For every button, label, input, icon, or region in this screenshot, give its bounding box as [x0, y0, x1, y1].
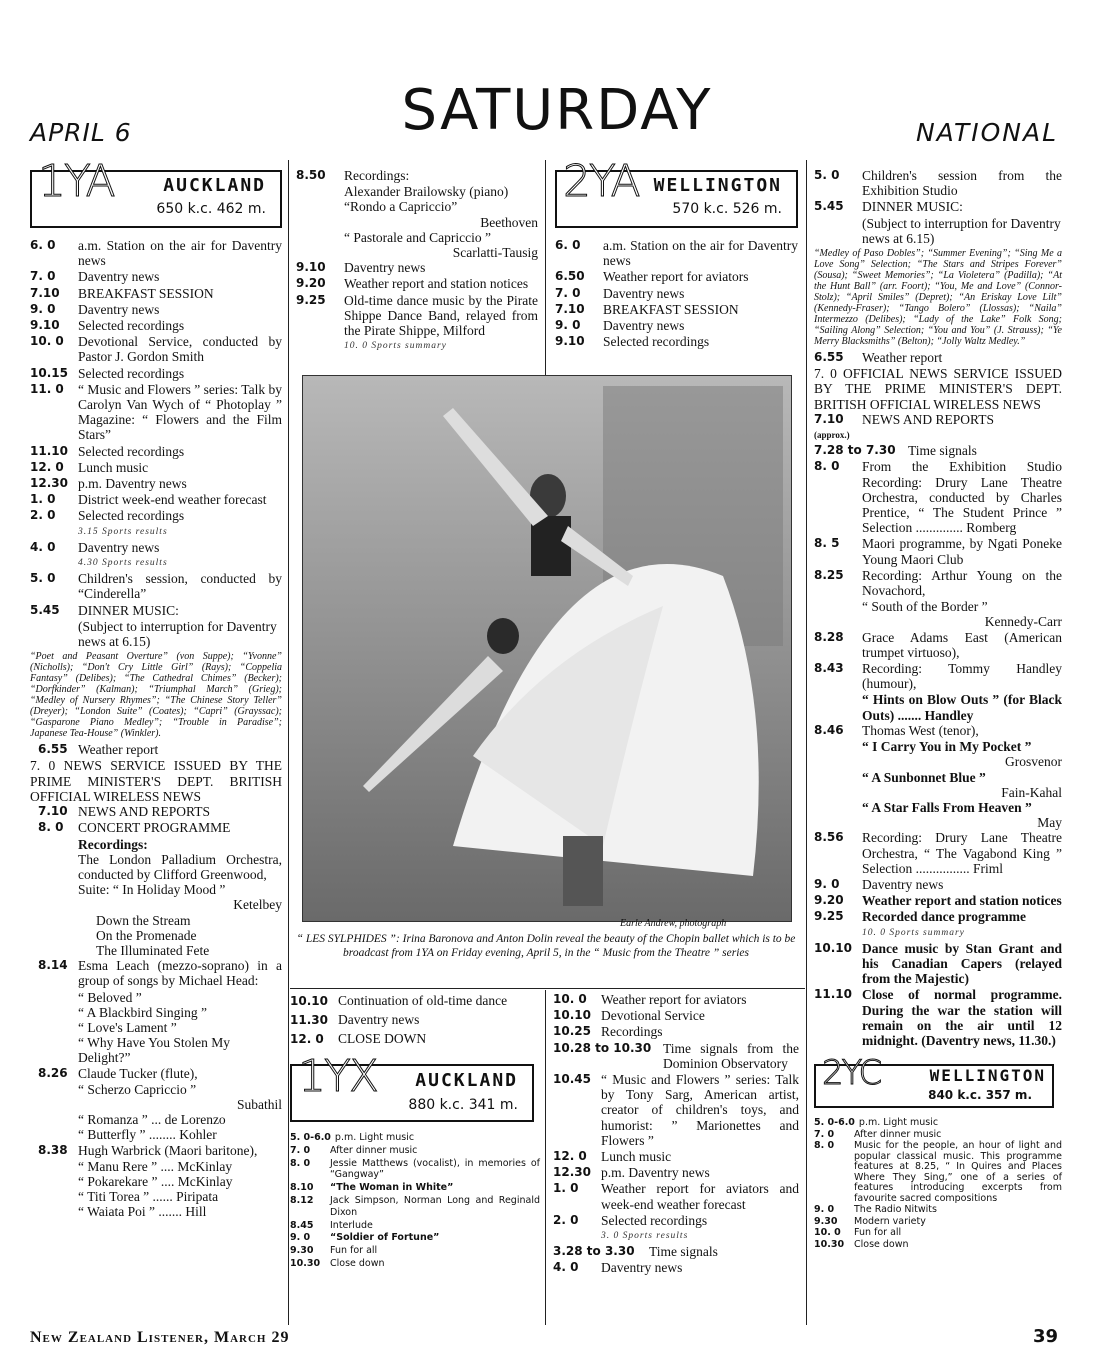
list-item: 8. 0 CONCERT PROGRAMME [38, 820, 231, 836]
song-line: “ Scherzo Capriccio ” [78, 1081, 197, 1097]
list-item: 12.30 p.m. Daventry news [30, 476, 187, 492]
photo-caption: “ LES SYLPHIDES ”: Irina Baronova and Anton Dolin reveal the beauty of the Chopin ballet which is to be broadcast from 1YA on Friday evening, April 5, in the “ Music from the Theatre ” series [296, 933, 796, 959]
list-item: 9.30 Modern variety [814, 1215, 926, 1227]
station-city: WELLINGTON [929, 1066, 1046, 1086]
song-line: May [1037, 815, 1062, 831]
news-service: 7. 0 OFFICIAL NEWS SERVICE ISSUED BY THE PRIME MINISTER'S DEPT. BRITISH OFFICIAL WIRELESS NEWS [814, 366, 1062, 412]
list-item: 8.12 Jack Simpson, Norman Long and Reginald Dixon [290, 1194, 540, 1218]
list-item: 10.28 to 10.30 Time signals from the Dominion Observatory [553, 1040, 799, 1071]
station-frequency: 570 k.c. 526 m. [672, 201, 782, 217]
dinner-music-list: “Poet and Peasant Overture” (von Suppe); “Yvonne” (Nicholls); “Don't Cry Little Girl” (Rays); “Coppelia Fantasy” (Delibes); “The Cathedral Chimes” (Becker); “Dorfkinder” (Kalman); “Triumphal March” (Grieg); “Medley of Nursery Rhymes”; “The Chinese Story Teller” (Dreyer); “London Suite” (Coates); “Capri” (Grayssac); “Gasparone Piano Medley”; “Trouble in Paradise”; Japanese Tea-House” (Winkler). [30, 651, 282, 740]
column-4 [814, 168, 1062, 1251]
recording-line: “ Pastorale and Capriccio ” [344, 229, 491, 245]
news-service: 7. 0 NEWS SERVICE ISSUED BY THE PRIME MINISTER'S DEPT. BRITISH OFFICIAL WIRELESS NEWS [30, 758, 282, 804]
list-item: 12. 0 Lunch music [553, 1149, 672, 1165]
list-item: 9.25 Recorded dance programme [814, 909, 1026, 925]
list-item: 8.56 Recording: Drury Lane Theatre Orchestra, “ The Vagabond King ” Selection ................ Friml [814, 830, 1062, 876]
song-line: “ Pokarekare ” .... McKinlay [78, 1173, 233, 1189]
list-item: 4. 0 Daventry news [553, 1260, 683, 1276]
recording-line: Alexander Brailowsky (piano) [344, 184, 509, 200]
song-line: “ Hints on Blow Outs ” (for Black Outs) ....... Handley [862, 692, 1062, 723]
recording-line: “Rondo a Capriccio” [344, 199, 458, 215]
concert-line: The Illuminated Fete [96, 942, 210, 958]
list-item: 10.25 Recordings [553, 1024, 663, 1040]
station-frequency: 840 k.c. 357 m. [928, 1088, 1032, 1103]
list-item: 5. 0 Children's session from the Exhibition Studio [814, 168, 1062, 199]
station-city: WELLINGTON [653, 175, 782, 196]
page-number: 39 [1032, 1326, 1058, 1347]
list-item: 1. 0 Weather report for aviators and week-end weather forecast [553, 1181, 799, 1212]
recording-line: Scarlatti-Tausig [452, 245, 538, 261]
column-2-bottom [290, 992, 540, 1271]
list-item: 11.30 Daventry news [290, 1012, 420, 1027]
date-heading: APRIL 6 [30, 118, 132, 147]
list-item: 10.30 Close down [814, 1238, 909, 1250]
list-item: 5. 0 Children's session, conducted by “Cinderella” [30, 571, 282, 602]
station-call-sign: 1YA [38, 156, 114, 207]
song-line: “ Love's Lament ” [78, 1019, 177, 1035]
dinner-note: (Subject to interruption for Daventry news at 6.15) [862, 215, 1061, 246]
list-item: 9.10 Selected recordings [555, 334, 710, 350]
list-item: 5. 0-6.0 p.m. Light music [290, 1132, 415, 1143]
station-box-1ya [30, 156, 282, 228]
list-item: 7.28 to 7.30 Time signals [814, 443, 977, 459]
list-item: 8. 0 Music for the people, an hour of light and popular classical music. This programme features at 8.25, “ In Quires and Places Where They Sing,” one of a series of features introducing excerpts from favourite sacred compositions [814, 1140, 1062, 1204]
list-item: 5.45 DINNER MUSIC: [30, 602, 179, 618]
list-item: 10.45 “ Music and Flowers ” series: Talk by Tony Sarg, American artist, creator of children's toys, and humorist: ” Marionettes and Flowers ” [553, 1072, 799, 1148]
list-item: 9.25 Old-time dance music by the Pirate Shippe Dance Band, relayed from the Pirate Shippe, Milford [296, 292, 538, 339]
list-item: 9. 0 Daventry news [814, 876, 944, 892]
song-line: Grosvenor [1005, 754, 1062, 770]
list-item: 6.55 Weather report [38, 742, 159, 758]
list-item: 10.30 Close down [290, 1257, 385, 1269]
list-item: 9. 0 The Radio Nitwits [814, 1204, 937, 1216]
column-rule [545, 160, 546, 378]
column-3-bottom [553, 992, 799, 1277]
list-item: 7. 0 Daventry news [555, 285, 685, 301]
list-item: 9. 0 Daventry news [555, 318, 685, 334]
list-item: 10.10 Dance music by Stan Grant and his Canadian Capers (relayed from the Majestic) [814, 940, 1062, 987]
station-frequency: 650 k.c. 462 m. [156, 201, 266, 217]
list-item: 2. 0 Selected recordings [30, 508, 185, 524]
ballet-photograph [302, 375, 792, 922]
list-item: 10.10 Continuation of old-time dance [290, 993, 508, 1008]
concert-line: Ketelbey [233, 897, 282, 913]
song-line: “ Beloved ” [78, 989, 142, 1005]
list-item: 8.46 Thomas West (tenor), [814, 722, 979, 738]
list-item: 6.50 Weather report for aviators [555, 269, 749, 285]
column-1yx-auckland [30, 156, 282, 1220]
concert-line: Down the Stream [96, 912, 191, 928]
station-box-2ya [555, 156, 798, 228]
station-city: AUCKLAND [415, 1070, 518, 1091]
list-item: 2. 0 Selected recordings [553, 1212, 708, 1228]
song-line: “ A Sunbonnet Blue ” [862, 769, 986, 785]
sports-note: 3.15 Sports results [78, 526, 168, 537]
list-item: 8. 5 Maori programme, by Ngati Poneke Young Maori Club [814, 536, 1062, 567]
sports-note: 10. 0 Sports summary [344, 341, 447, 352]
list-item: 9.10 Daventry news [296, 260, 426, 276]
2yc-program-list [814, 1118, 1062, 1250]
list-item: 8.45 Interlude [290, 1219, 373, 1231]
list-item: 6. 0 a.m. Station on the air for Daventry news [555, 238, 798, 269]
list-item: 9.10 Selected recordings [30, 318, 185, 334]
list-item: 8.38 Hugh Warbrick (Maori baritone), [38, 1142, 258, 1158]
concert-line: The London Palladium Orchestra, conducted by Clifford Greenwood, [78, 851, 282, 882]
day-heading: SATURDAY [401, 78, 713, 143]
sports-note: 4.30 Sports results [78, 558, 168, 569]
photo-credit: Earle Andrew, photograph [620, 918, 727, 929]
dinner-music-list: “Medley of Paso Dobles”; “Summer Evening”; “Sing Me a Love Song” Selection; “The Stars and Stripes Forever” (Sousa); “Sweet Memories”; “La Violetera” (Padilla); “At the Hunt Ball” (arr. Foort); “You, Me and Love” (Connor-Stolz); “April Smiles” (Depret); “An Eriskay Love Lilt” (Kennedy-Fraser); “Tango Bolero” (Llossas); “Naila” Intermezzo (Delibes); “Lady of the Lake” Folk Song; “Sailing Along” Selection; “You and You” (J. Strauss); “Ye Merry Blacksmiths” (Belton); “Jolly Waltz Medley.” [814, 248, 1062, 348]
list-item: 7.10 NEWS AND REPORTS [814, 411, 994, 427]
song-line: “ South of the Border ” [862, 599, 988, 615]
list-item: 7.10 BREAKFAST SESSION [30, 285, 214, 301]
list-item: 12. 0 CLOSE DOWN [290, 1031, 427, 1046]
column-rule [806, 160, 807, 1325]
column-2-top [296, 168, 538, 354]
recording-line: Beethoven [480, 214, 538, 230]
concert-line: Recordings: [78, 836, 148, 852]
list-item: 11.10 Selected recordings [30, 443, 185, 459]
list-item: 10. 0 Fun for all [814, 1227, 902, 1239]
list-item: 9.30 Fun for all [290, 1245, 378, 1257]
list-item: 10. 0 Weather report for aviators [553, 992, 747, 1007]
song-line: “ A Blackbird Singing ” [78, 1004, 207, 1020]
list-item: 9. 0 “Soldier of Fortune” [290, 1232, 440, 1244]
list-item: 8.10 “The Woman in White” [290, 1182, 454, 1194]
song-line: Fain-Kahal [1001, 784, 1062, 800]
list-item: 8.25 Recording: Arthur Young on the Novachord, [814, 567, 1062, 599]
list-item: 10. 0 Devotional Service, conducted by Pastor J. Gordon Smith [30, 334, 282, 365]
column-rule [545, 990, 546, 1325]
list-item: 6. 0 a.m. Station on the air for Daventry news [30, 238, 282, 269]
list-item: 6.55 Weather report [814, 350, 943, 366]
section-rule [290, 988, 805, 989]
column-rule [288, 160, 289, 1325]
footer-publication: New Zealand Listener, March 29 [30, 1329, 290, 1346]
list-item: 10.10 Devotional Service [553, 1008, 705, 1024]
list-item: 9.20 Weather report and station notices [814, 893, 1062, 909]
network-heading: NATIONAL [915, 118, 1058, 147]
song-line: “ Why Have You Stolen My Delight?” [78, 1035, 231, 1066]
list-item: 8. 0 From the Exhibition Studio Recording: Drury Lane Theatre Orchestra, conducted by Charles Prentice, “ The Student Prince ” Selection .............. Romberg [814, 459, 1062, 536]
approx-note: (approx.) [814, 430, 850, 441]
song-line: “ I Carry You in My Pocket ” [862, 739, 1032, 755]
dinner-note: (Subject to interruption for Daventry news at 6.15) [78, 618, 277, 650]
sports-note: 10. 0 Sports summary [862, 927, 965, 938]
list-item: 9. 0 Daventry news [30, 301, 160, 317]
song-line: “ Butterfly ” ........ Kohler [78, 1127, 217, 1143]
station-call-sign: 1YX [298, 1051, 378, 1102]
list-item: 10.15 Selected recordings [30, 365, 185, 381]
list-item: 8.50 Recordings: [296, 168, 410, 183]
station-city: AUCKLAND [163, 175, 266, 196]
station-frequency: 880 k.c. 341 m. [408, 1097, 518, 1113]
list-item: 7. 0 After dinner music [814, 1128, 942, 1140]
list-item: 7. 0 Daventry news [30, 269, 160, 285]
list-item: 3.28 to 3.30 Time signals [553, 1244, 718, 1260]
list-item: 9.20 Weather report and station notices [296, 276, 529, 292]
list-item: 8. 0 Jessie Matthews (vocalist), in memories of “Gangway” [290, 1157, 540, 1181]
list-item: 12.30 p.m. Daventry news [553, 1165, 710, 1181]
station-box-2yc [814, 1053, 1054, 1108]
1yx-program-list [290, 1132, 540, 1270]
song-line: “ A Star Falls From Heaven ” [862, 799, 1032, 815]
list-item: 7. 0 After dinner music [290, 1144, 418, 1156]
song-line: “ Romanza ” ... de Lorenzo [78, 1112, 226, 1128]
list-item: 4. 0 Daventry news [30, 539, 160, 555]
column-2ya-wellington [555, 156, 798, 350]
song-line: Kennedy-Carr [984, 614, 1062, 630]
list-item: 7.10 BREAKFAST SESSION [555, 301, 739, 317]
song-line: “ Waiata Poi ” ....... Hill [78, 1204, 207, 1220]
list-item: 12. 0 Lunch music [30, 459, 149, 475]
list-item: 11. 0 “ Music and Flowers ” series: Talk by Carolyn Van Wych of “ Photoplay ” Magazine: “ Flowers and the Film Stars” [30, 381, 282, 443]
list-item: 5. 0-6.0 p.m. Light music [814, 1117, 939, 1129]
concert-line: Suite: “ In Holiday Mood ” [78, 882, 226, 898]
list-item: 5.45 DINNER MUSIC: [814, 199, 963, 215]
station-call-sign: 2YA [563, 156, 639, 207]
station-call-sign: 2YC [822, 1053, 881, 1094]
list-item: 8.26 Claude Tucker (flute), [38, 1065, 198, 1081]
list-item: 8.43 Recording: Tommy Handley (humour), [814, 661, 1062, 692]
song-line: “ Manu Rere ” .... McKinlay [78, 1158, 233, 1174]
list-item: 8.14 Esma Leach (mezzo-soprano) in a group of songs by Michael Head: [38, 958, 282, 989]
ballet-dancers-image [303, 376, 791, 921]
list-item: 11.10 Close of normal programme. During the war the station will remain on the air until 12 midnight. (Daventry news, 11.30.) [814, 987, 1062, 1048]
sports-note: 3. 0 Sports results [601, 1231, 689, 1242]
list-item: 7.10 NEWS AND REPORTS [38, 804, 210, 820]
list-item: 8.28 Grace Adams East (American trumpet virtuoso), [814, 629, 1062, 660]
song-line: Subathil [236, 1096, 282, 1112]
concert-line: On the Promenade [96, 927, 197, 943]
station-box-1yx [290, 1051, 534, 1122]
song-line: “ Titi Torea ” ...... Piripata [78, 1189, 219, 1205]
list-item: 1. 0 District week-end weather forecast [30, 492, 267, 508]
